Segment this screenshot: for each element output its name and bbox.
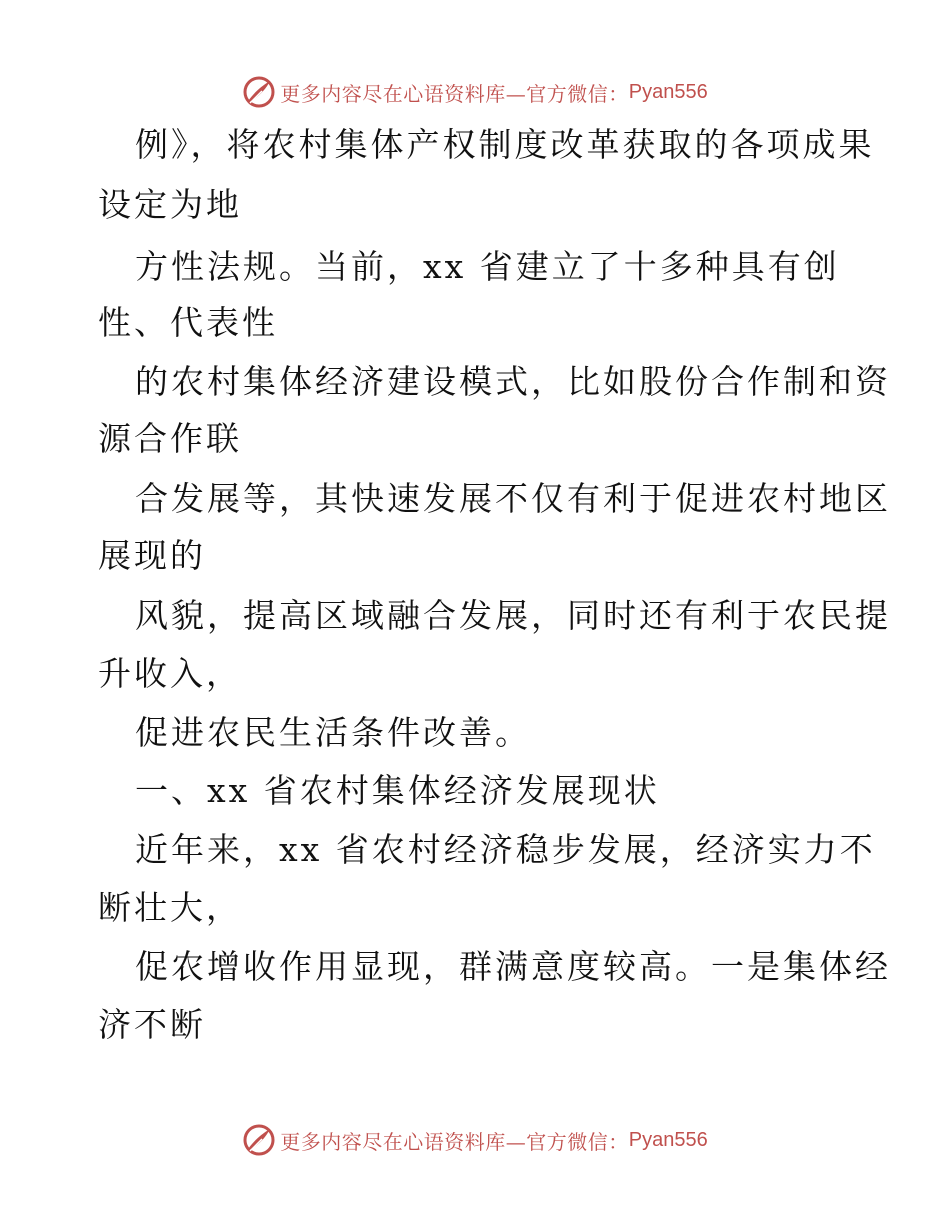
section-heading: 一、xx 省农村集体经济发展现状: [135, 771, 660, 810]
text-line: 升收入，: [98, 654, 242, 693]
feather-pen-icon: [242, 75, 276, 109]
text-line: 性、代表性: [98, 303, 278, 342]
feather-pen-icon: [242, 1123, 276, 1157]
text-line: 展现的: [98, 536, 206, 575]
text-line: 近年来，xx 省农村经济稳步发展，经济实力不: [135, 830, 876, 869]
banner-text: 更多内容尽在心语资料库—官方微信：: [280, 1129, 629, 1154]
text-line: 例》，将农村集体产权制度改革获取的各项成果: [135, 125, 875, 164]
text-line: 促进农民生活条件改善。: [135, 713, 531, 752]
text-line: 的农村集体经济建设模式，比如股份合作制和资: [135, 362, 891, 401]
banner-text: 更多内容尽在心语资料库—官方微信：: [280, 81, 629, 106]
footer-banner: [0, 1120, 950, 1160]
text-line: 源合作联: [98, 419, 242, 458]
text-line: 促农增收作用显现，群满意度较高。一是集体经: [135, 947, 891, 986]
text-line: 方性法规。当前，xx 省建立了十多种具有创: [135, 247, 840, 286]
text-line: 风貌，提高区域融合发展，同时还有利于农民提: [135, 596, 891, 635]
text-line: 断壮大，: [98, 888, 242, 927]
text-line: 济不断: [98, 1005, 206, 1044]
header-banner: [0, 72, 950, 112]
text-line: 设定为地: [98, 185, 242, 224]
text-line: 合发展等，其快速发展不仅有利于促进农村地区: [135, 479, 891, 518]
banner-handle: Pyan556: [628, 80, 708, 103]
banner-handle: Pyan556: [628, 1128, 708, 1151]
